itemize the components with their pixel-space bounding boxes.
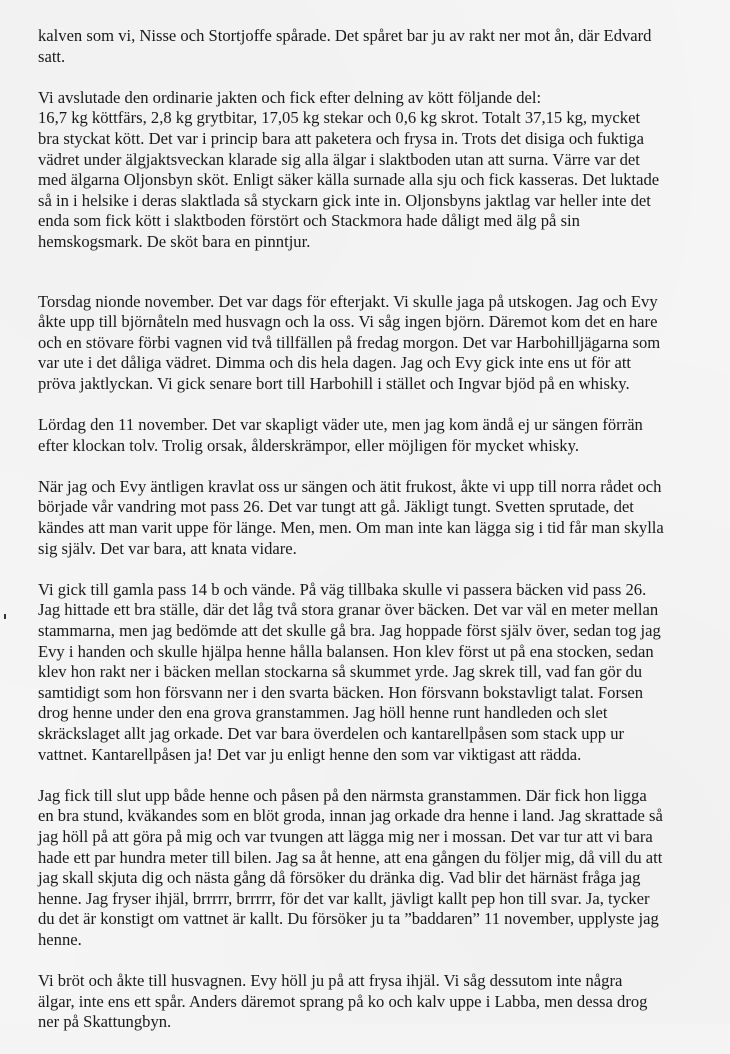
paragraph-hike: När jag och Evy äntligen kravlat oss ur sängen och ätit frukost, åkte vi upp till norra rådet och började vår vandring mot pass 26. Det var tungt att gå. Jäkligt tungt. Svetten sprutade, det kändes att man varit uppe för länge. Men, men. Om man inte kan lägga sig i tid får man skylla sig själv. Det var bara, att knata vidare. — [38, 476, 664, 558]
paragraph-edvard: kalven som vi, Nisse och Stortjoffe spårade. Det spåret bar ju av rakt ner mot ån, där Edvard satt. — [38, 26, 652, 66]
paragraph-stream-crossing: Vi gick till gamla pass 14 b och vände. På väg tillbaka skulle vi passera bäcken vid pass 26. Jag hittade ett bra ställe, där det låg två stora granar över bäcken. Det var väl en meter mellan stammarna, men jag bedömde att det skulle gå bra. Jag hoppade först själv över, sedan tog jag Evy i handen och skulle hjälpa henne hålla balansen. Hon klev först ut på ena stocken, sedan klev hon rakt ner i bäcken mellan stockarna så skummet yrde. Jag skrek till, vad fan gör du samtidigt som hon försvann ner i den svarta bäcken. Hon försvann bokstavligt talat. Forsen drog henne under den ena grova granstammen. Jag höll henne runt handleden och slet skräckslaget allt jag orkade. Det var bara överdelen och kantarellpåsen som stack upp ur vattnet. Kantarellpåsen ja! Det var ju enligt henne den som var viktigast att rädda. — [38, 579, 661, 764]
paragraph-rescue: Jag fick till slut upp både henne och påsen på den närmsta granstammen. Där fick hon ligga en bra stund, kväkandes som en blöt groda, innan jag orkade dra henne i land. Jag skrattade så jag höll på att göra på mig och var tvungen att lägga mig ner i mossan. Det var tur att vi bara hade ett par hundra meter till bilen. Jag sa åt henne, att ena gången du följer mig, då vill du att jag skall skjuta dig och nästa gång då försöker du dränka dig. Vad blir det härnäst fråga jag henne. Jag fryser ihjäl, brrrrr, brrrrr, för det var kallt, jävligt kallt pep hon till svar. Ja, tycker du det är konstigt om vattnet är kallt. Du försöker ju ta ”baddaren” 11 november, upplyste jag henne. — [38, 785, 663, 949]
document-body — [38, 26, 714, 1054]
paragraph-return: Vi bröt och åkte till husvagnen. Evy höll ju på att frysa ihjäl. Vi såg dessutom inte några älgar, inte ens ett spår. Anders däremot sprang på ko och kalv uppe i Labba, men dessa drog ner på Skattungbyn. — [38, 971, 648, 1032]
paragraph-saturday: Lördag den 11 november. Det var skapligt väder ute, men jag kom ändå ej ur sängen förrän efter klockan tolv. Trolig orsak, ålderskrämpor, eller möjligen för mycket whisky. — [38, 415, 643, 455]
paragraph-thursday: Torsdag nionde november. Det var dags för efterjakt. Vi skulle jaga på utskogen. Jag och Evy åkte upp till björnåteln med husvagn och la oss. Vi såg ingen björn. Däremot kom det en hare och en stövare förbi vagnen vid två tillfällen på fredag morgon. Det var Harbohilljägarna som var ute i det dåliga vädret. Dimma och dis hela dagen. Jag och Evy gick inte ens ut för att pröva jaktlyckan. Vi gick senare bort till Harbohill i stället och Ingvar bjöd på en whisky. — [38, 291, 661, 393]
margin-mark — [4, 614, 6, 619]
paragraph-meat-distribution: Vi avslutade den ordinarie jakten och fick efter delning av kött följande del: 16,7 kg köttfärs, 2,8 kg grytbitar, 17,05 kg stekar och 0,6 kg skrot. Totalt 37,15 kg, mycket bra styckat kött. Det var i princip bara att paketera och frysa in. Trots det disiga och fuktiga vädret under älgjaktsveckan klarade sig alla älgar i slaktboden utan att surna. Värre var det med älgarna Oljonsbyn sköt. Enligt säker källa surnade alla sju och fick kasseras. Det luktade så in i helsike i deras slaktlada så styckarn gick inte in. Oljonsbyns jaktlag var heller inte det enda som fick kött i slaktboden förstört och Stackmora hade dåligt med älg på sin hemskogsmark. De sköt bara en pinntjur. — [38, 87, 660, 251]
